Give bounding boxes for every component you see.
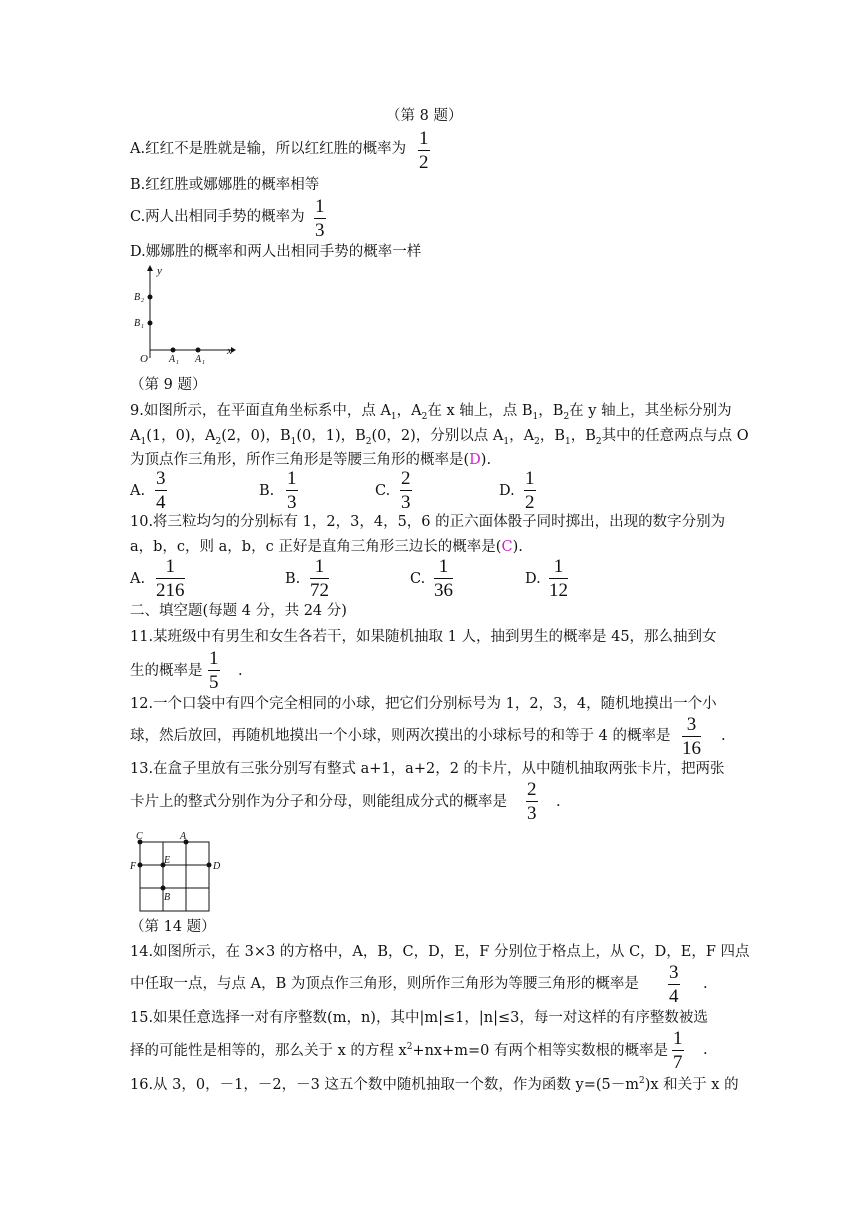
q9-text: 在 x 轴上，点 B xyxy=(427,403,533,419)
figure-caption-q8: （第 8 题） xyxy=(386,108,463,124)
q8-option-c-fraction xyxy=(314,197,326,240)
subscript: 1 xyxy=(532,411,539,422)
q9-text: (1，0)，A xyxy=(146,428,216,444)
q15-answer-fraction xyxy=(672,1029,684,1072)
q14-answer-fraction xyxy=(668,963,680,1006)
subscript: 2 xyxy=(534,436,540,447)
q10-line-1: 10.将三粒均匀的分别标有 1，2，3，4，5，6 的正六面体骰子同时掷出，出现的数字分别为 xyxy=(130,514,726,530)
q9-option-d-fraction xyxy=(524,469,536,512)
q14-line-1: 14.如图所示，在 3×3 的方格中，A，B，C，D，E，F 分别位于格点上，从 C，D，E，F 四点 xyxy=(130,944,750,960)
q16-text: )x 和关于 x 的 xyxy=(644,1076,739,1093)
point-b xyxy=(161,886,166,891)
denominator: 16 xyxy=(682,738,701,759)
denominator: 3 xyxy=(527,803,537,824)
denominator: 5 xyxy=(209,672,219,693)
numerator: 3 xyxy=(682,715,701,737)
q9-option-c-fraction xyxy=(400,469,412,512)
q9-text: 在 y 轴上，其坐标分别为 xyxy=(569,403,732,419)
q14-period: . xyxy=(703,976,708,992)
q8-option-d: D.娜娜胜的概率和两人出相同手势的概率一样 xyxy=(130,244,422,260)
q10-option-a-fraction xyxy=(156,557,185,600)
denominator: 7 xyxy=(673,1052,683,1073)
numerator: 1 xyxy=(209,648,219,669)
q10-option-b-fraction xyxy=(310,557,329,600)
x-axis-label: x xyxy=(227,345,232,357)
figure-q9-coordinate-plane xyxy=(128,262,238,366)
numerator: 3 xyxy=(156,468,166,489)
denominator: 72 xyxy=(310,580,329,601)
q10-option-c-label: C. xyxy=(410,571,426,587)
q10-line-2 xyxy=(130,540,523,555)
q11-answer-fraction xyxy=(208,649,220,692)
label-a: A xyxy=(180,831,187,842)
label-d: D xyxy=(213,861,221,872)
numerator: 1 xyxy=(310,557,329,579)
subscript: 1 xyxy=(503,436,510,447)
numerator: 1 xyxy=(156,557,185,579)
numerator: 1 xyxy=(419,128,429,149)
q11-line-1: 11.某班级中有男生和女生各若干，如果随机抽取 1 人，抽到男生的概率是 45，那么抽到女 xyxy=(130,629,717,645)
numerator: 1 xyxy=(673,1028,683,1049)
label-c: C xyxy=(136,831,143,842)
q12-period: . xyxy=(721,728,726,744)
q9-option-a-label: A. xyxy=(130,483,146,499)
numerator: 1 xyxy=(525,468,535,489)
label-a2-sub: 1 xyxy=(202,360,205,366)
point-a1 xyxy=(171,348,176,353)
y-axis-label: y xyxy=(157,265,162,277)
subscript: 1 xyxy=(564,436,571,447)
label-b2: B xyxy=(134,292,141,303)
q9-option-b-fraction xyxy=(286,469,298,512)
q10-option-c-fraction xyxy=(434,557,453,600)
q15-line-2 xyxy=(130,1043,668,1058)
q9-option-a-fraction xyxy=(155,469,167,512)
q14-line-2: 中任取一点，与点 A，B 为顶点作三角形，则所作三角形为等腰三角形的概率是 xyxy=(130,976,639,992)
q9-line-3 xyxy=(130,453,491,468)
numerator: 2 xyxy=(401,468,411,489)
q15-period: . xyxy=(703,1042,708,1058)
denominator: 12 xyxy=(549,580,568,601)
q15-text: +nx+m=0 有两个相等实数根的概率是 xyxy=(412,1042,668,1059)
grid-lines xyxy=(140,842,209,911)
label-e: E xyxy=(164,855,171,866)
superscript: 2 xyxy=(406,1042,413,1052)
point-a2 xyxy=(196,348,201,353)
q9-option-b-label: B. xyxy=(259,483,275,499)
subscript: 2 xyxy=(595,436,602,447)
q9-text: 为顶点作三角形，所作三角形是等腰三角形的概率是( xyxy=(130,452,470,468)
label-a1: A xyxy=(169,354,176,365)
q10-option-b-label: B. xyxy=(285,571,301,587)
subscript: 2 xyxy=(563,411,570,422)
point-f xyxy=(138,863,143,868)
denominator: 3 xyxy=(287,492,297,513)
q9-text: 9.如图所示，在平面直角坐标系中，点 A xyxy=(130,403,391,419)
q13-period: . xyxy=(556,794,561,810)
q11-line-2: 生的概率是 xyxy=(130,663,203,679)
numerator: 1 xyxy=(434,557,453,579)
label-a1-sub: 1 xyxy=(176,360,179,366)
numerator: 1 xyxy=(549,557,568,579)
q12-answer-fraction xyxy=(682,715,701,758)
q16-line-1 xyxy=(130,1077,739,1092)
label-b2-sub: 2 xyxy=(141,298,144,304)
q13-answer-fraction xyxy=(526,780,538,823)
q9-text: ). xyxy=(480,452,492,468)
q9-text: ，A xyxy=(396,403,422,419)
y-axis-arrow xyxy=(147,265,153,271)
denominator: 2 xyxy=(419,152,429,173)
denominator: 4 xyxy=(669,986,679,1007)
denominator: 3 xyxy=(401,492,411,513)
numerator: 1 xyxy=(315,196,325,217)
section-heading: 二、填空题(每题 4 分，共 24 分) xyxy=(130,603,347,619)
answer-mark: D xyxy=(469,452,481,468)
q9-text: (2，0)，B xyxy=(221,428,291,444)
label-b1-sub: 1 xyxy=(141,324,144,330)
q10-text: a，b，c，则 a，b，c 正好是直角三角形三边长的概率是( xyxy=(130,539,502,555)
q13-line-2: 卡片上的整式分别作为分子和分母，则能组成分式的概率是 xyxy=(130,794,507,810)
label-b: B xyxy=(164,892,171,903)
answer-mark: C xyxy=(501,539,513,555)
q11-period: . xyxy=(238,663,243,679)
q9-option-c-label: C. xyxy=(375,483,391,499)
denominator: 2 xyxy=(525,492,535,513)
point-d xyxy=(207,863,212,868)
q12-line-2: 球，然后放回，再随机地摸出一个小球，则两次摸出的小球标号的和等于 4 的概率是 xyxy=(130,728,671,744)
superscript: 2 xyxy=(639,1076,645,1086)
figure-caption-q9: （第 9 题） xyxy=(130,377,207,393)
subscript: 1 xyxy=(390,411,397,422)
q8-option-b: B.红红胜或娜娜胜的概率相等 xyxy=(130,177,320,193)
q9-text: A xyxy=(130,428,141,444)
q9-text: (0，2)，分别以点 A xyxy=(371,428,504,444)
q10-option-d-label: D. xyxy=(525,571,541,587)
label-a2: A xyxy=(195,354,202,365)
numerator: 3 xyxy=(669,962,679,983)
grid-border xyxy=(140,842,209,911)
point-b2 xyxy=(148,295,153,300)
numerator: 2 xyxy=(527,779,537,800)
numerator: 1 xyxy=(287,468,297,489)
subscript: 2 xyxy=(215,436,222,447)
q16-text: 16.从 3，0，－1，－2，－3 这五个数中随机抽取一个数，作为函数 y=(5－m xyxy=(130,1076,639,1093)
label-f: F xyxy=(130,861,137,872)
q8-option-a-fraction xyxy=(418,129,430,172)
q15-text: 择的可能性是相等的，那么关于 x 的方程 x xyxy=(130,1042,407,1059)
q10-option-a-label: A. xyxy=(130,571,146,587)
denominator: 4 xyxy=(156,492,166,513)
q9-line-2 xyxy=(130,429,749,447)
q13-line-1: 13.在盒子里放有三张分别写有整式 a+1，a+2，2 的卡片，从中随机抽取两张卡片，把两张 xyxy=(130,761,725,777)
q15-line-1: 15.如果任意选择一对有序整数(m，n)，其中|m|≤1，|n|≤3，每一对这样的有序整数被选 xyxy=(130,1010,708,1026)
denominator: 36 xyxy=(434,580,453,601)
q9-text: (0，1)，B xyxy=(296,428,366,444)
label-b1: B xyxy=(134,318,141,329)
q9-line-1 xyxy=(130,404,732,422)
q12-line-1: 12.一个口袋中有四个完全相同的小球，把它们分别标号为 1，2，3，4，随机地摸出一个小 xyxy=(130,696,717,712)
q9-text: 其中的任意两点与点 O xyxy=(601,428,749,444)
q9-text: ，B xyxy=(570,428,596,444)
origin-label: O xyxy=(140,353,148,365)
subscript: 2 xyxy=(421,411,428,422)
q9-option-d-label: D. xyxy=(499,483,515,499)
q10-text: ). xyxy=(512,539,523,555)
subscript: 1 xyxy=(140,436,147,447)
q9-text: ，B xyxy=(539,428,565,444)
q9-text: ，A xyxy=(509,428,535,444)
q9-text: ，B xyxy=(538,403,564,419)
point-b1 xyxy=(148,321,153,326)
subscript: 1 xyxy=(290,436,297,447)
q8-option-c: C.两人出相同手势的概率为 xyxy=(130,209,305,225)
figure-q14-grid xyxy=(128,830,224,914)
subscript: 2 xyxy=(365,436,372,447)
denominator: 3 xyxy=(315,220,325,241)
denominator: 216 xyxy=(156,580,185,601)
figure-caption-q14: （第 14 题） xyxy=(130,919,216,935)
q8-option-a: A.红红不是胜就是输，所以红红胜的概率为 xyxy=(130,141,407,157)
q10-option-d-fraction xyxy=(549,557,568,600)
